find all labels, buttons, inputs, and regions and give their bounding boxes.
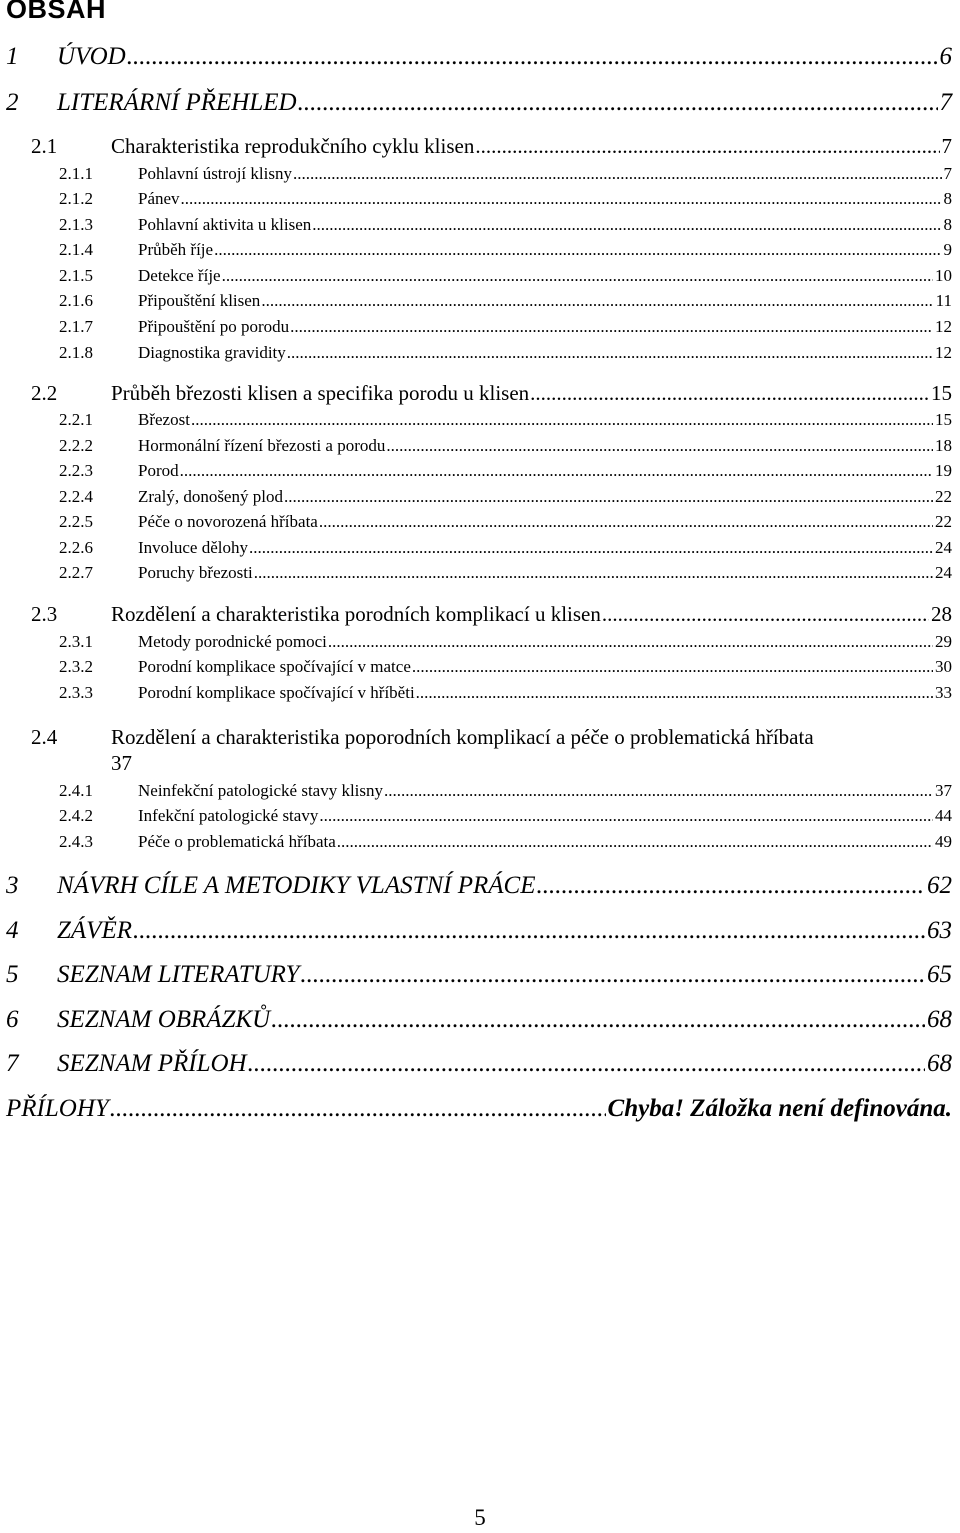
- toc-entry-title: Porod: [138, 461, 179, 480]
- toc-entry[interactable]: [6, 1051, 952, 1076]
- toc-entry-title: Připouštění po porodu: [138, 317, 290, 336]
- toc-entry-page: 62: [927, 872, 952, 899]
- toc-entry[interactable]: [6, 44, 952, 69]
- toc-entry-page: 15: [931, 381, 952, 405]
- toc-dot-leader: [254, 564, 933, 581]
- toc-entry[interactable]: [59, 658, 952, 675]
- toc-dot-leader: [337, 833, 933, 850]
- toc-dot-leader: [293, 165, 942, 182]
- toc-dot-leader: [287, 344, 933, 361]
- toc-entry-number: 2.2.4: [59, 487, 93, 506]
- toc-entry-page: 22: [935, 512, 952, 531]
- toc-entry[interactable]: [59, 267, 952, 284]
- toc-entry-number: 2.1.5: [59, 266, 93, 285]
- toc-entry-page: 7: [943, 164, 952, 183]
- toc-entry-number: 2.3.2: [59, 657, 93, 676]
- toc-entry-page: 18: [935, 436, 952, 455]
- toc-entry-number: 2.1.7: [59, 317, 93, 336]
- toc-entry-title: Průběh březosti klisen a specifika porodu u klisen: [111, 381, 530, 405]
- toc-entry-title: Infekční patologické stavy: [138, 806, 319, 825]
- toc-entry-number: 2.1.4: [59, 240, 93, 259]
- toc-dot-leader: [180, 462, 933, 479]
- toc-entry-number: 2.1: [31, 134, 58, 158]
- toc-entry-title: ZÁVĚR: [57, 917, 132, 944]
- toc-entry[interactable]: [59, 437, 952, 454]
- toc-dot-leader: [412, 658, 933, 675]
- toc-entry[interactable]: [31, 724, 952, 776]
- toc-entry-page: 15: [935, 410, 952, 429]
- toc-entry-title: Pohlavní ústrojí klisny: [138, 164, 292, 183]
- toc-entry-title: NÁVRH CÍLE A METODIKY VLASTNÍ PRÁCE: [57, 872, 536, 899]
- toc-dot-leader: [214, 241, 941, 258]
- toc-entry-page: 9: [943, 240, 952, 259]
- toc-entry[interactable]: [59, 344, 952, 361]
- toc-heading: OBSAH: [6, 0, 107, 24]
- toc-entry-title: Rozdělení a charakteristika poporodních komplikací a péče o problematická hříbata: [111, 725, 814, 749]
- toc-dot-leader: [384, 782, 933, 799]
- toc-dot-leader: [249, 539, 933, 556]
- toc-entry-number: 1: [6, 43, 19, 70]
- toc-dot-leader: [319, 513, 933, 530]
- toc-entry-page: 7: [941, 134, 952, 158]
- toc-entry-page: 37: [111, 751, 132, 775]
- toc-entry-title: Porodní komplikace spočívající v matce: [138, 657, 411, 676]
- toc-dot-leader: [133, 918, 925, 943]
- toc-entry-number: 5: [6, 961, 19, 988]
- toc-entry-title: Hormonální řízení březosti a porodu: [138, 436, 386, 455]
- toc-entry-number: 2.1.1: [59, 164, 93, 183]
- toc-entry-title: Neinfekční patologické stavy klisny: [138, 781, 384, 800]
- toc-dot-leader: [319, 807, 933, 824]
- toc-entry-page: 19: [935, 461, 952, 480]
- toc-dot-leader: [181, 190, 942, 207]
- toc-dot-leader: [537, 873, 925, 898]
- toc-entry-number: 2.4.2: [59, 806, 93, 825]
- toc-entry-title: SEZNAM LITERATURY: [57, 961, 300, 988]
- toc-dot-leader: [284, 488, 933, 505]
- toc-entry-page: 11: [935, 291, 952, 310]
- toc-entry[interactable]: [59, 462, 952, 479]
- toc-entry-page: 68: [927, 1006, 952, 1033]
- toc-entry-page: 24: [935, 563, 952, 582]
- toc-entry-title: Zralý, donošený plod: [138, 487, 283, 506]
- toc-entry[interactable]: [59, 564, 952, 581]
- toc-entry-number: 2.4: [31, 725, 58, 749]
- toc-entry-page: 6: [939, 43, 952, 70]
- toc-entry[interactable]: [31, 383, 952, 404]
- toc-entry-page-error: Chyba! Záložka není definována.: [607, 1095, 952, 1122]
- toc-entry-page: 24: [935, 538, 952, 557]
- toc-entry[interactable]: [59, 539, 952, 556]
- toc-dot-leader: [222, 267, 933, 284]
- toc-dot-leader: [110, 1096, 606, 1121]
- toc-entry[interactable]: [59, 488, 952, 505]
- toc-entry-number: 2.2.6: [59, 538, 93, 557]
- toc-entry-title: SEZNAM OBRÁZKŮ: [57, 1006, 271, 1033]
- toc-entry-title: Březost: [138, 410, 190, 429]
- toc-entry-number: 2.3: [31, 602, 58, 626]
- toc-entry-title: PŘÍLOHY: [6, 1095, 109, 1122]
- toc-entry-page: 33: [935, 683, 952, 702]
- toc-entry-number: 2.2.5: [59, 512, 93, 531]
- toc-entry-number: 2.2.2: [59, 436, 93, 455]
- toc-entry[interactable]: [59, 684, 952, 701]
- toc-entry[interactable]: [59, 833, 952, 850]
- toc-entry-number: 2.2: [31, 381, 58, 405]
- toc-entry-page: 44: [935, 806, 952, 825]
- toc-entry-title: Involuce dělohy: [138, 538, 248, 557]
- toc-entry-title: Detekce říje: [138, 266, 221, 285]
- toc-dot-leader: [475, 136, 939, 157]
- toc-entry-title: Průběh říje: [138, 240, 214, 259]
- toc-entry[interactable]: [31, 136, 952, 157]
- toc-entry-page: 8: [943, 189, 952, 208]
- toc-dot-leader: [328, 633, 933, 650]
- toc-entry-number: 2.4.3: [59, 832, 93, 851]
- toc-entry-page: 29: [935, 632, 952, 651]
- toc-entry-page: 12: [935, 317, 952, 336]
- toc-entry-page: 8: [943, 215, 952, 234]
- toc-entry-number: 7: [6, 1050, 19, 1077]
- toc-entry-number: 2.2.1: [59, 410, 93, 429]
- toc-entry-number: 2.1.8: [59, 343, 93, 362]
- toc-dot-leader: [248, 1051, 925, 1076]
- toc-entry-number: 2.2.3: [59, 461, 93, 480]
- toc-entry-title: Charakteristika reprodukčního cyklu klisen: [111, 134, 475, 158]
- toc-entry-number: 2.1.6: [59, 291, 93, 310]
- toc-entry-title: Připouštění klisen: [138, 291, 261, 310]
- toc-entry-page: 65: [927, 961, 952, 988]
- toc-entry[interactable]: [6, 90, 952, 115]
- toc-entry-number: 2.1.2: [59, 189, 93, 208]
- toc-dot-leader: [312, 216, 941, 233]
- toc-entry[interactable]: [59, 318, 952, 335]
- toc-entry-page: 63: [927, 917, 952, 944]
- toc-entry[interactable]: [6, 1096, 952, 1121]
- toc-dot-leader: [261, 292, 933, 309]
- toc-entry-page: 10: [935, 266, 952, 285]
- toc-entry-page: 7: [939, 89, 952, 116]
- toc-entry-number: 2.4.1: [59, 781, 93, 800]
- toc-entry[interactable]: [59, 292, 952, 309]
- toc-entry[interactable]: [59, 807, 952, 824]
- toc-entry-title: Diagnostika gravidity: [138, 343, 286, 362]
- toc-entry-page: 22: [935, 487, 952, 506]
- toc-entry-page: 28: [931, 602, 952, 626]
- toc-entry[interactable]: [59, 782, 952, 799]
- page-number: 5: [474, 1505, 486, 1530]
- toc-entry-page: 37: [935, 781, 952, 800]
- toc-entry-page: 49: [935, 832, 952, 851]
- toc-entry-title: Pánev: [138, 189, 180, 208]
- toc-entry-number: 2.3.3: [59, 683, 93, 702]
- toc-entry-number: 3: [6, 872, 19, 899]
- toc-dot-leader: [530, 383, 929, 404]
- toc-entry-title: Péče o novorozená hříbata: [138, 512, 318, 531]
- toc-entry-title: SEZNAM PŘÍLOH: [57, 1050, 247, 1077]
- toc-entry[interactable]: [31, 604, 952, 625]
- toc-entry-page: 30: [935, 657, 952, 676]
- toc-dot-leader: [300, 962, 925, 987]
- toc-entry-number: 4: [6, 917, 19, 944]
- toc-entry[interactable]: [59, 165, 952, 182]
- toc-entry-title: Porodní komplikace spočívající v hříběti: [138, 683, 415, 702]
- toc-dot-leader: [191, 411, 933, 428]
- toc-entry-title: LITERÁRNÍ PŘEHLED: [57, 89, 297, 116]
- toc-dot-leader: [127, 44, 938, 69]
- toc-entry[interactable]: [6, 873, 952, 898]
- toc-entry[interactable]: [59, 513, 952, 530]
- toc-entry[interactable]: [59, 190, 952, 207]
- toc-entry-title: Pohlavní aktivita u klisen: [138, 215, 312, 234]
- toc-dot-leader: [271, 1007, 925, 1032]
- toc-entry-number: 2.2.7: [59, 563, 93, 582]
- toc-entry[interactable]: [6, 918, 952, 943]
- toc-entry[interactable]: [59, 216, 952, 233]
- toc-entry-number: 2.1.3: [59, 215, 93, 234]
- toc-entry-page: 68: [927, 1050, 952, 1077]
- toc-entry-title: Rozdělení a charakteristika porodních komplikací u klisen: [111, 602, 601, 626]
- toc-entry-number: 2: [6, 89, 19, 116]
- toc-entry[interactable]: [59, 411, 952, 428]
- toc-dot-leader: [386, 437, 933, 454]
- toc-entry[interactable]: [59, 633, 952, 650]
- toc-entry-title: Poruchy březosti: [138, 563, 253, 582]
- toc-entry-title: Metody porodnické pomoci: [138, 632, 327, 651]
- toc-dot-leader: [602, 604, 929, 625]
- toc-entry[interactable]: [6, 1007, 952, 1032]
- toc-entry-title: Péče o problematická hříbata: [138, 832, 336, 851]
- toc-entry[interactable]: [6, 962, 952, 987]
- toc-entry-title: ÚVOD: [57, 43, 126, 70]
- toc-entry-number: 2.3.1: [59, 632, 93, 651]
- toc-dot-leader: [298, 90, 938, 115]
- toc-dot-leader: [416, 684, 933, 701]
- toc-entry-number: 6: [6, 1006, 19, 1033]
- toc-dot-leader: [290, 318, 933, 335]
- toc-entry-page: 12: [935, 343, 952, 362]
- toc-entry[interactable]: [59, 241, 952, 258]
